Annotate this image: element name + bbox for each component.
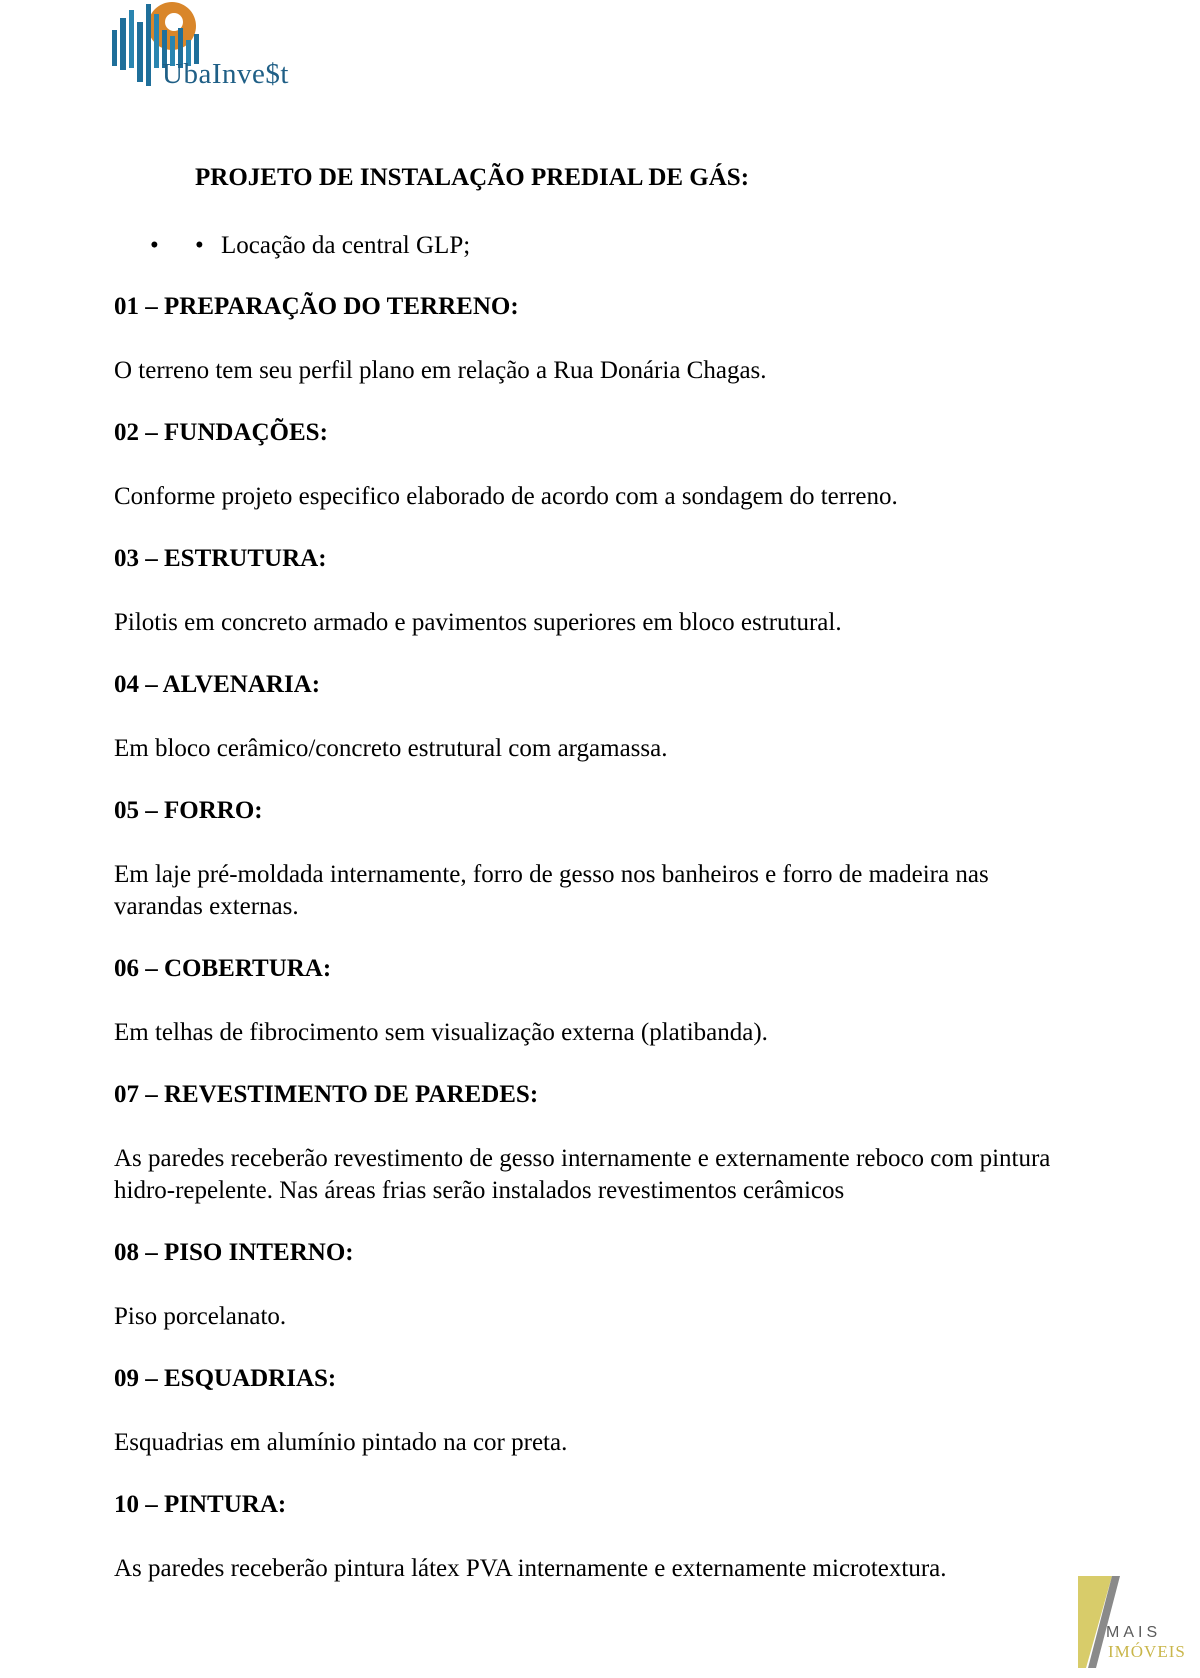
watermark-line1: MAIS [1106,1624,1162,1641]
spec-section [114,669,1074,765]
spec-section [114,953,1074,1049]
section-heading: 07 – REVESTIMENTO DE PAREDES: [114,1081,539,1108]
section-heading: 05 – FORRO: [114,797,263,824]
ubainvest-logo [112,0,322,100]
spec-section [114,1489,1074,1585]
spec-sections [114,291,1074,1585]
bullet-text: Locação da central GLP; [221,232,471,259]
spec-section [114,291,1074,387]
section-heading: 02 – FUNDAÇÕES: [114,419,328,446]
logo-wordmark: UbaInve$t [162,58,289,90]
spec-section [114,1237,1074,1333]
section-text: Piso porcelanato. [114,1303,287,1330]
spec-section [114,1079,1074,1207]
section-heading: 10 – PINTURA: [114,1491,287,1518]
spec-section [114,417,1074,513]
section-text: As paredes receberão revestimento de gesso internamente e externamente reboco com pintura hidro-repelente. Nas áreas frias serão instalados revestimentos cerâmicos [114,1145,1051,1204]
spec-section [114,1363,1074,1459]
section-text: O terreno tem seu perfil plano em relação a Rua Donária Chagas. [114,357,767,384]
section-text: Em telhas de fibrocimento sem visualização externa (platibanda). [114,1019,768,1046]
section-text: Esquadrias em alumínio pintado na cor preta. [114,1429,568,1456]
bullet-icon: • [195,232,204,259]
section-text: Em bloco cerâmico/concreto estrutural com argamassa. [114,735,668,762]
section-heading: 04 – ALVENARIA: [114,671,321,698]
mais-imoveis-watermark [1074,1572,1186,1672]
section-text: Em laje pré-moldada internamente, forro de gesso nos banheiros e forro de madeira nas varandas externas. [114,861,989,920]
section-heading: 03 – ESTRUTURA: [114,545,327,572]
section-heading: 08 – PISO INTERNO: [114,1239,354,1266]
spec-section [114,795,1074,923]
section-text: Conforme projeto especifico elaborado de acordo com a sondagem do terreno. [114,483,898,510]
document-title: PROJETO DE INSTALAÇÃO PREDIAL DE GÁS: [195,164,750,191]
bullet-icon: • [150,232,159,259]
section-heading: 06 – COBERTURA: [114,955,332,982]
section-text: Pilotis em concreto armado e pavimentos superiores em bloco estrutural. [114,609,842,636]
section-heading: 09 – ESQUADRIAS: [114,1365,337,1392]
section-heading: 01 – PREPARAÇÃO DO TERRENO: [114,293,519,320]
spec-section [114,543,1074,639]
section-text: As paredes receberão pintura látex PVA internamente e externamente microtextura. [114,1555,947,1582]
watermark-line2: IMÓVEIS [1108,1642,1186,1661]
